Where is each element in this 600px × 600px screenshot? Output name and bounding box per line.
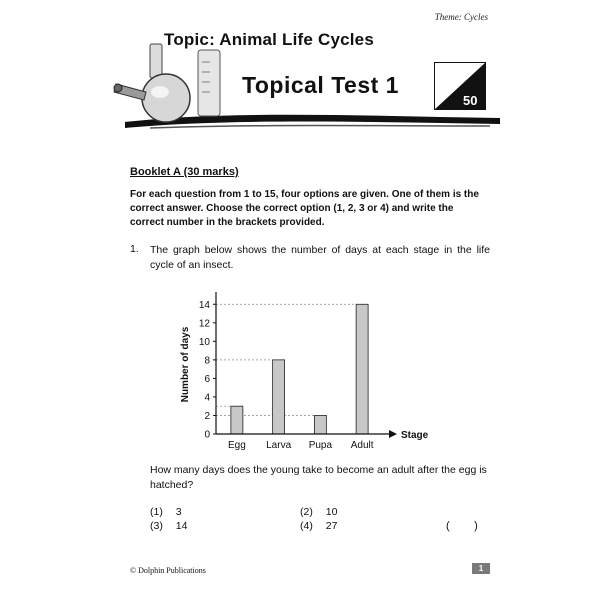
y-tick-label: 6 [204, 373, 210, 385]
option-value: 27 [325, 520, 338, 532]
y-tick-label: 8 [204, 355, 210, 367]
option-4[interactable] [300, 520, 337, 532]
test-title: Topical Test 1 [242, 72, 399, 98]
option-1[interactable] [150, 506, 182, 518]
option-3[interactable] [150, 520, 187, 532]
option-label: (3) [150, 520, 163, 532]
topic-heading: Topic: Animal Life Cycles [164, 30, 374, 49]
y-tick-label: 4 [204, 392, 210, 404]
option-value: 3 [175, 506, 182, 518]
x-tick-label: Pupa [308, 440, 333, 451]
bar-adult [356, 304, 368, 434]
theme-label: Theme: Cycles [434, 12, 488, 22]
x-tick-label: Larva [266, 440, 292, 451]
y-tick-label: 2 [204, 410, 210, 422]
option-label: (1) [150, 506, 163, 518]
total-marks: 50 [463, 93, 478, 108]
option-2[interactable] [300, 506, 337, 518]
page-number: 1 [472, 563, 490, 574]
x-tick-label: Adult [350, 440, 374, 451]
y-tick-label: 12 [198, 318, 210, 330]
bar-egg [231, 406, 243, 434]
bar-chart [178, 290, 438, 455]
x-tick-label: Egg [227, 440, 246, 451]
answer-brackets[interactable]: ( ) [446, 520, 478, 532]
booklet-heading: Booklet A (30 marks) [130, 166, 239, 178]
y-tick-label: 10 [198, 336, 210, 348]
publisher-footer: © Dolphin Publications [130, 566, 206, 575]
y-axis-title: Number of days [180, 326, 191, 403]
option-label: (2) [300, 506, 313, 518]
option-value: 14 [175, 520, 188, 532]
y-tick-label: 14 [198, 299, 210, 311]
option-value: 10 [325, 506, 338, 518]
question-prompt: How many days does the young take to become an adult after the egg is hatched? [150, 464, 487, 491]
question-number: 1. [130, 243, 139, 255]
bar-pupa [314, 415, 326, 434]
x-axis-arrow [389, 430, 397, 438]
option-label: (4) [300, 520, 313, 532]
y-tick-label: 0 [204, 429, 210, 441]
question-text: The graph below shows the number of days at each stage in the life cycle of an insect. [150, 244, 490, 271]
instructions: For each question from 1 to 15, four options are given. One of them is the correct answer. Choose the correct option (1, 2, 3 or 4) and write the correct number in the brackets provided. [130, 189, 479, 228]
bar-larva [273, 360, 285, 434]
x-axis-title: Stage [401, 430, 429, 441]
total-marks-box [434, 62, 486, 110]
